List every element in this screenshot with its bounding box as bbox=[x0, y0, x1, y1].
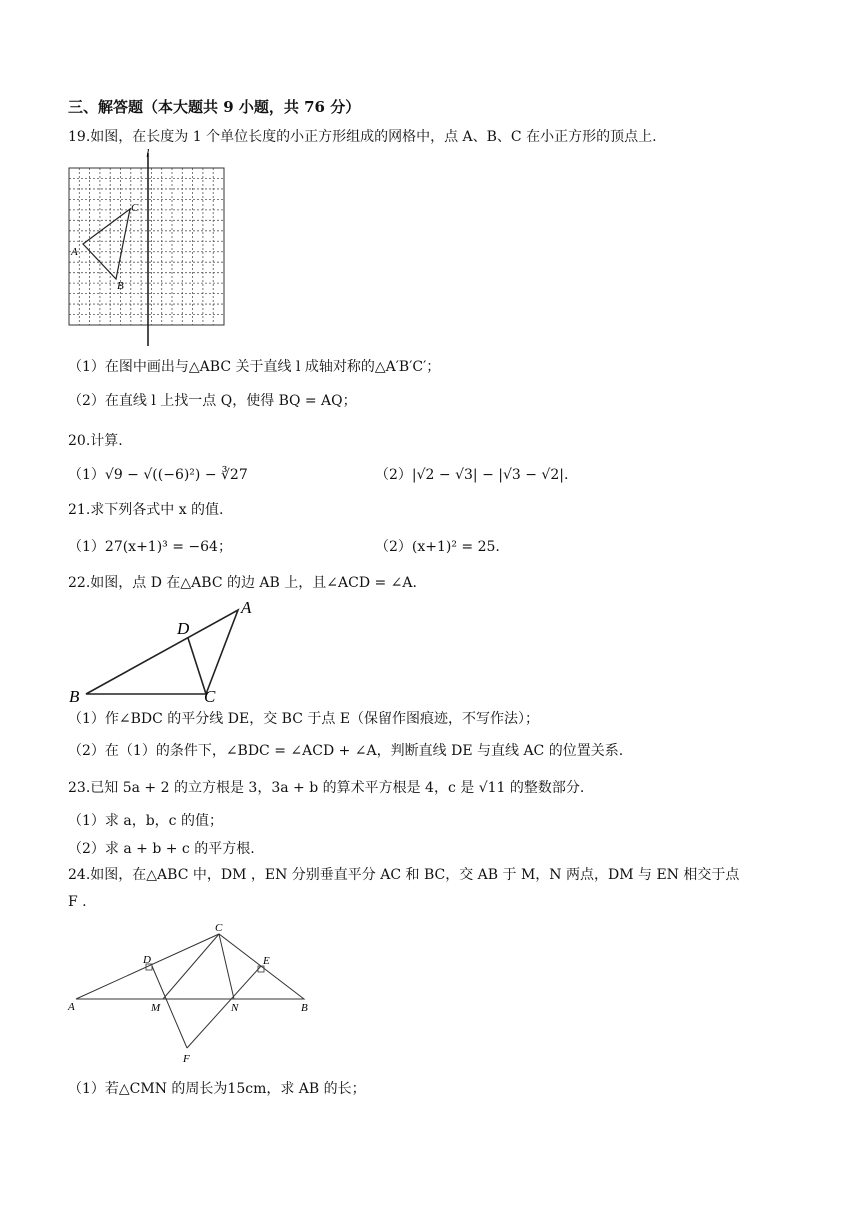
triangle-abc-22 bbox=[86, 610, 238, 694]
fig24-label-e: E bbox=[263, 955, 270, 967]
q19-grid-figure bbox=[66, 148, 236, 333]
fig22-label-c: C bbox=[204, 687, 216, 706]
q21-part2: （2）(x+1)² = 25. bbox=[375, 539, 500, 555]
q19-stem: 19.如图，在长度为 1 个单位长度的小正方形组成的网格中，点 A、B、C 在小正方形的顶点上. bbox=[68, 129, 657, 145]
fig24-label-m: M bbox=[151, 1002, 161, 1014]
fig22-label-b: B bbox=[69, 687, 80, 706]
q21-part1: （1）27(x+1)³ = −64； bbox=[68, 539, 232, 555]
q23-part1: （1）求 a，b，c 的值； bbox=[68, 813, 223, 829]
q22-part1: （1）作∠BDC 的平分线 DE，交 BC 于点 E（保留作图痕迹，不写作法）； bbox=[68, 711, 540, 727]
q22-part2: （2）在（1）的条件下，∠BDC = ∠ACD + ∠A，判断直线 DE 与直线 AC 的位置关系. bbox=[68, 743, 624, 759]
q24-stem-line1: 24.如图，在△ABC 中，DM ，EN 分别垂直平分 AC 和 BC，交 AB 于 M，N 两点，DM 与 EN 相交于点 bbox=[68, 867, 740, 883]
fig22-label-d: D bbox=[177, 619, 190, 638]
q24-part1: （1）若△CMN 的周长为15cm，求 AB 的长； bbox=[68, 1081, 366, 1097]
q22-stem: 22.如图，点 D 在△ABC 的边 AB 上，且∠ACD = ∠A. bbox=[68, 575, 417, 591]
fig24-label-c: C bbox=[215, 922, 223, 934]
fig19-label-a: A bbox=[71, 246, 78, 258]
q20-part1: （1）√9 − √((−6)²) − ∛27 bbox=[68, 467, 248, 483]
fig19-label-c: C bbox=[131, 202, 139, 214]
triangle-abc bbox=[83, 209, 130, 279]
q22-triangle-figure bbox=[66, 596, 266, 706]
segment-cd bbox=[188, 638, 206, 694]
fig19-label-l: l bbox=[146, 146, 150, 160]
fig24-label-a: A bbox=[68, 1001, 75, 1013]
q23-part2: （2）求 a + b + c 的平方根. bbox=[68, 841, 255, 857]
section-title: 三、解答题（本大题共 9 小题，共 76 分） bbox=[68, 98, 361, 116]
q24-triangle-figure bbox=[66, 918, 326, 1068]
q19-part2: （2）在直线 l 上找一点 Q，使得 BQ = AQ； bbox=[68, 393, 357, 409]
fig24-label-b: B bbox=[301, 1002, 308, 1014]
q20-part2: （2）|√2 − √3| − |√3 − √2|. bbox=[375, 467, 569, 483]
q24-stem-line2: F . bbox=[68, 894, 87, 910]
fig24-label-f: F bbox=[183, 1053, 190, 1065]
fig19-label-b: B bbox=[117, 280, 124, 292]
fig22-label-a: A bbox=[241, 598, 252, 617]
q20-stem: 20.计算. bbox=[68, 433, 123, 449]
q19-part1: （1）在图中画出与△ABC 关于直线 l 成轴对称的△A′B′C′； bbox=[68, 359, 441, 375]
fig24-label-d: D bbox=[143, 954, 151, 966]
q21-stem: 21.求下列各式中 x 的值. bbox=[68, 502, 224, 518]
fig24-label-n: N bbox=[231, 1002, 239, 1014]
q23-stem: 23.已知 5a + 2 的立方根是 3，3a + b 的算术平方根是 4，c 是 √11 的整数部分. bbox=[68, 780, 585, 796]
